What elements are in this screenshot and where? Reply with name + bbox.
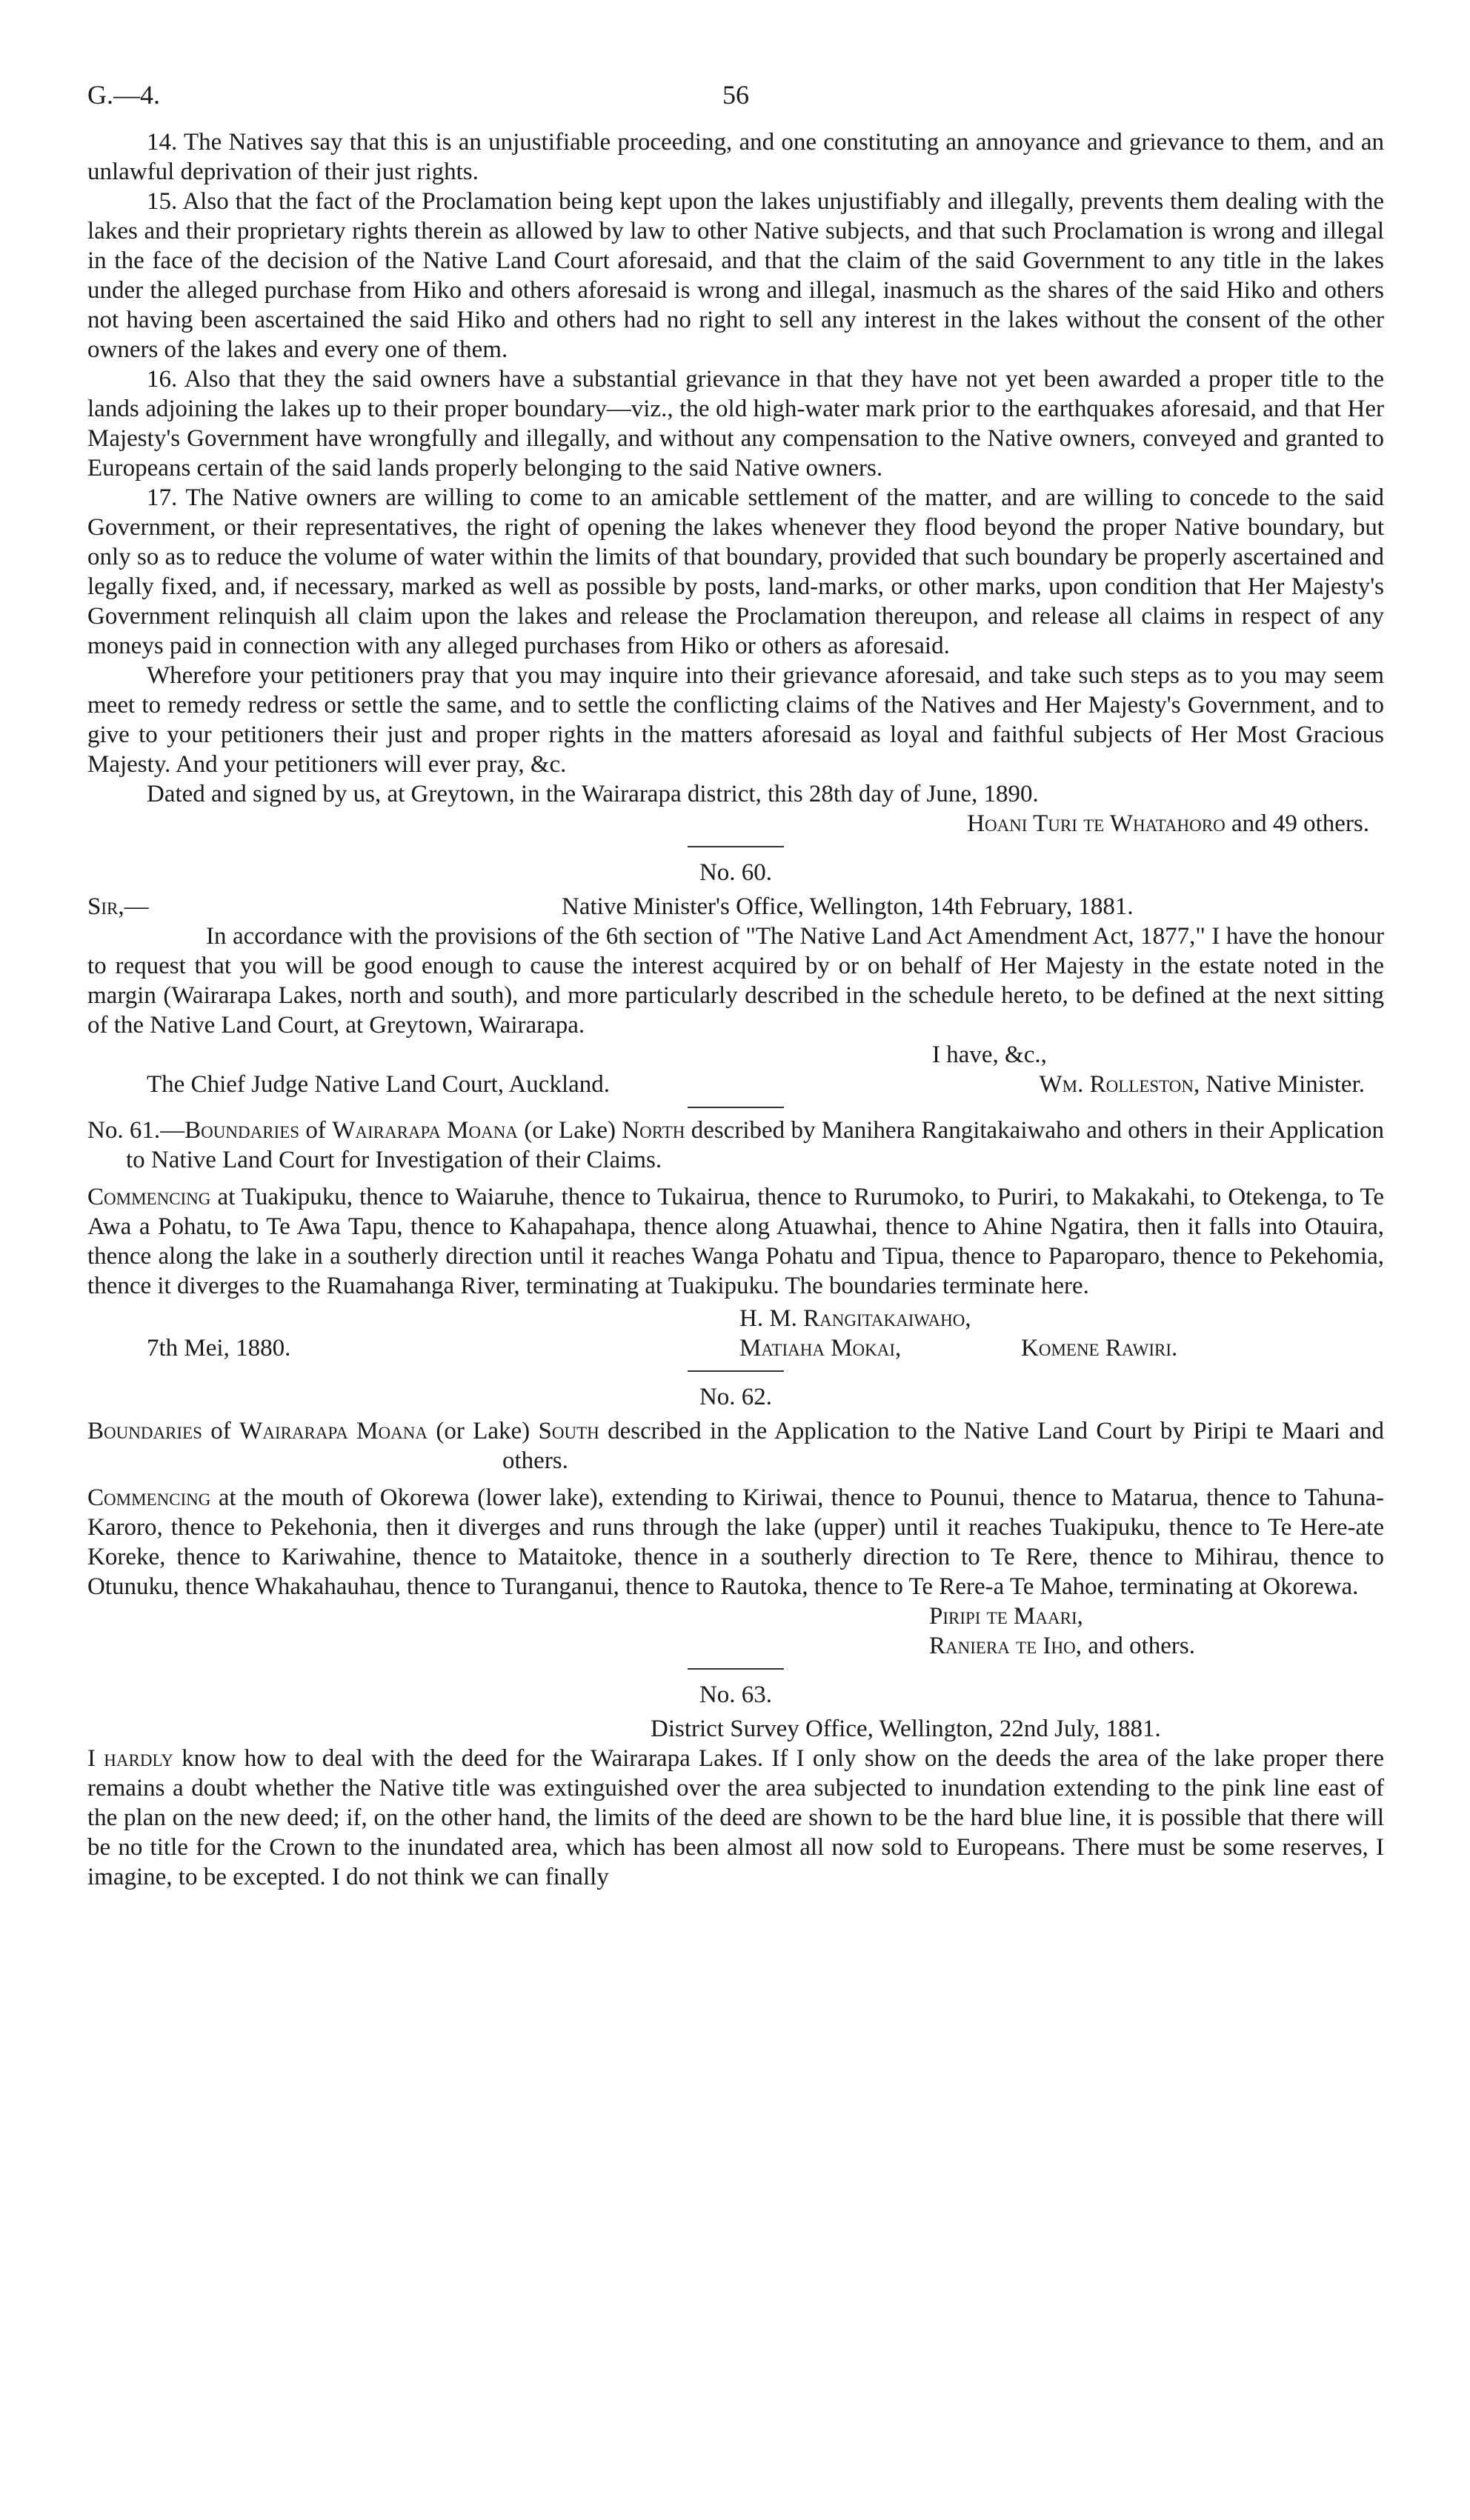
petition-signatory: Hoani Turi te Whatahoro	[967, 810, 1225, 837]
body-lead: I hardly	[87, 1745, 173, 1772]
subheading-wairarapa: Wairarapa Moana	[239, 1418, 428, 1444]
signatory-te-iho-name: Raniera te Iho	[929, 1633, 1076, 1659]
letter-body-no-63	[87, 1744, 1384, 1892]
subheading-south: South	[538, 1418, 599, 1444]
section-divider	[688, 1107, 784, 1108]
heading-north: North	[622, 1117, 685, 1144]
subheading-or-lake: (or Lake)	[427, 1418, 539, 1444]
signature-title: , Native Minister.	[1194, 1071, 1365, 1098]
signatory-rawiri: Komene Rawiri.	[1021, 1335, 1178, 1361]
petition-signature	[87, 809, 1384, 839]
page-header	[87, 80, 1384, 127]
prayer-paragraph: Wherefore your petitioners pray that you may inquire into their grievance aforesaid, and take such steps as to you may seem meet to remedy redress or settle the same, and to settle the conflicting claims of the Natives and Her Majesty's Government, and to give to your petitioners their just and proper rights in the matters aforesaid as loyal and faithful subjects of Her Most Gracious Majesty. And your petitioners will ever pray, &c.	[87, 662, 1384, 778]
commencing-lead: Commencing	[87, 1184, 211, 1210]
body-text: know how to deal with the deed for the Wairarapa Lakes. If I only show on the deeds the area of the lake proper there remains a doubt whether the Native title was extinguished over the area subjected to inundation extending to the pink line east of the plan on the new deed; if, on the other hand, the limits of the deed are shown to be the hard blue line, it is possible that there will be no title for the Crown to the inundated area, which has been almost all now sold to Europeans. There must be some reserves, I imagine, to be excepted. I do not think we can finally	[87, 1745, 1384, 1890]
letter-closing: I have, &c.,	[932, 1041, 1047, 1068]
commencing-lead: Commencing	[87, 1484, 211, 1511]
paragraph-17: 17. The Native owners are willing to come to an amicable settlement of the matter, and are willing to concede to the said Government, or their representatives, the right of opening the lakes whenever they flood beyond the proper Native boundary, but only so as to reduce the volume of water within the limits of that boundary, provided that such boundary be properly ascertained and legally fixed, and, if necessary, marked as well as possible by posts, land-marks, or other marks, upon condition that Her Majesty's Government relinquish all claim upon the lakes and release the Proclamation thereupon, and release all claims in respect of any moneys paid in connection with any alleged purchases from Hiko or others as aforesaid.	[87, 484, 1384, 659]
heading-lead: No. 61.—	[87, 1117, 185, 1144]
paragraph-15: 15. Also that the fact of the Proclamation being kept upon the lakes unjustifiably and illegally, prevents them dealing with the lakes and their proprietary rights therein as allowed by law to other Native subjects, and that such Proclamation is wrong and illegal in the face of the decision of the Native Land Court aforesaid, and that the claim of the said Government to any title in the lakes under the alleged purchase from Hiko and others aforesaid is wrong and illegal, inasmuch as the shares of the said Hiko and others not having been ascertained the said Hiko and others had no right to sell any interest in the lakes without the consent of the other owners of the lakes and every one of them.	[87, 188, 1384, 363]
boundary-text: at Tuakipuku, thence to Waiaruhe, thence to Tukairua, thence to Rurumoko, to Puriri, to Makakahi, to Otekenga, to Te Awa a Pohatu, to Te Awa Tapu, thence to Kahapahapa, thence along Atuawhai, thence to Ahine Ngatira, then it falls into Otauira, thence along the lake in a southerly direction until it reaches Wanga Pohatu and Tipua, thence to Paparoparo, thence to Pekehomia, thence it diverges to the Ruamahanga River, terminating at Tuakipuku. The boundaries terminate here.	[87, 1184, 1384, 1299]
heading-or-lake: (or Lake)	[517, 1117, 622, 1144]
boundary-description-no-62	[87, 1483, 1384, 1601]
signatory-rangitakaiwaho: H. M. Rangitakaiwaho,	[739, 1305, 971, 1332]
subheading-rest: described in the Application to the Native Land Court by Piripi te Maari and others.	[502, 1418, 1385, 1474]
section-heading-no-60: No. 60.	[699, 859, 773, 886]
signature-no-60	[1040, 1070, 1365, 1099]
signatory-te-iho-rest: , and others.	[1075, 1633, 1195, 1659]
page-number: 56	[722, 80, 749, 110]
heading-wairarapa: Wairarapa Moana	[332, 1117, 518, 1144]
paragraph-14: 14. The Natives say that this is an unjustifiable proceeding, and one constituting an annoyance and grievance to them, and an unlawful deprivation of their just rights.	[87, 129, 1384, 185]
section-divider	[688, 846, 784, 847]
subheading-boundaries: Boundaries	[87, 1418, 202, 1444]
heading-boundaries: Boundaries	[184, 1117, 300, 1144]
signature-name: Wm. Rolleston	[1039, 1071, 1194, 1098]
signatory-te-maari-name: Piripi te Maari,	[929, 1603, 1083, 1630]
signatures-no-61	[87, 1304, 1384, 1363]
place-date-no-60: Native Minister's Office, Wellington, 14th February, 1881.	[562, 893, 1134, 920]
petition-signatory-rest: and 49 others.	[1225, 810, 1369, 837]
letter-body-no-60: In accordance with the provisions of the 6th section of "The Native Land Act Amendment Act, 1877," I have the honour to request that you will be good enough to cause the interest acquired by or on behalf of Her Majesty in the estate noted in the margin (Wairarapa Lakes, north and south), and more particularly described in the schedule hereto, to be defined at the next sitting of the Native Land Court, at Greytown, Wairarapa.	[87, 923, 1384, 1039]
subheading-no-62	[87, 1416, 1384, 1476]
section-heading-no-62: No. 62.	[699, 1384, 773, 1410]
heading-of: of	[299, 1117, 333, 1144]
letter-head-no-60	[87, 892, 1384, 921]
boundary-description-no-61	[87, 1182, 1384, 1301]
dated-line: Dated and signed by us, at Greytown, in the Wairarapa district, this 28th day of June, 1890.	[147, 781, 1039, 807]
section-heading-no-63: No. 63.	[699, 1681, 773, 1708]
place-date-no-63: District Survey Office, Wellington, 22nd July, 1881.	[651, 1716, 1161, 1742]
addressee: The Chief Judge Native Land Court, Auckland.	[147, 1071, 611, 1098]
boundary-text: at the mouth of Okorewa (lower lake), extending to Kiriwai, thence to Pounui, thence to Matarua, thence to Tahuna-Karoro, thence to Pekehonia, then it diverges and runs through the lake (upper) until it reaches Tuakipuku, thence to Te Here-ate Koreke, thence to Kariwahine, thence to Mataitoke, thence in a southerly direction to Te Rere, thence to Mihirau, thence to Otunuku, thence Whakahauhau, thence to Turanganui, thence to Rautoka, thence to Te Rere-a Te Mahoe, terminating at Okorewa.	[87, 1484, 1384, 1600]
section-divider	[688, 1370, 784, 1372]
section-divider	[688, 1668, 784, 1670]
heading-rest: described by Manihera Rangitakaiwaho and others in their Application to Native Land Court for Investigation of their Claims.	[126, 1117, 1384, 1173]
signatory-te-iho	[87, 1631, 1384, 1661]
signatory-te-maari	[87, 1601, 1384, 1631]
date-no-61: 7th Mei, 1880.	[147, 1335, 291, 1361]
document-reference: G.—4.	[87, 80, 160, 110]
salutation: Sir,—	[87, 893, 149, 920]
signatory-mokai: Matiaha Mokai,	[739, 1335, 902, 1361]
letter-footer-no-60	[87, 1070, 1384, 1099]
section-heading-no-61	[87, 1116, 1384, 1175]
subheading-of: of	[202, 1418, 240, 1444]
paragraph-16: 16. Also that they the said owners have a substantial grievance in that they have not yet been awarded a proper title to the lands adjoining the lakes up to their proper boundary—viz., the old high-water mark prior to the earthquakes aforesaid, and that Her Majesty's Government have wrongfully and illegally, and without any compensation to the Native owners, conveyed and granted to Europeans certain of the said lands properly belonging to the said Native owners.	[87, 366, 1384, 481]
